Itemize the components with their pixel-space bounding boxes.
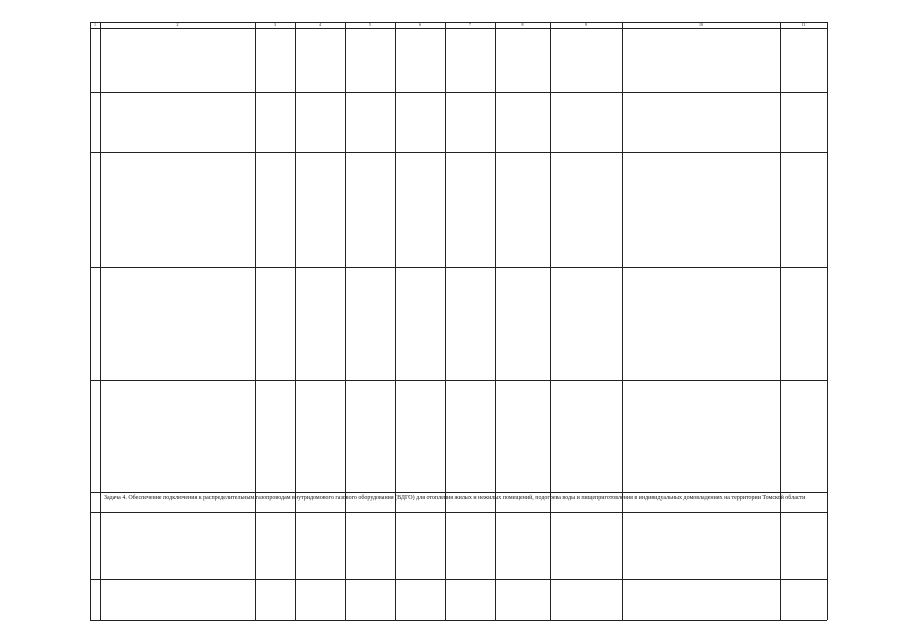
column-divider <box>295 22 296 620</box>
column-divider <box>495 22 496 620</box>
block-divider <box>90 512 827 513</box>
column-number: 6 <box>419 22 421 27</box>
column-divider <box>100 22 101 620</box>
column-number: 7 <box>469 22 471 27</box>
block-divider <box>90 92 827 93</box>
column-number: 8 <box>521 22 524 27</box>
column-divider <box>445 22 446 620</box>
column-divider <box>345 22 346 620</box>
column-divider <box>255 22 256 620</box>
block-divider <box>90 492 827 493</box>
column-number: 9 <box>585 22 587 27</box>
column-number: 4 <box>319 22 321 27</box>
table-border-right <box>827 22 828 620</box>
column-number: 2 <box>176 22 179 27</box>
block-divider <box>90 267 827 268</box>
header-row-divider <box>90 28 827 29</box>
task-4-heading: Задача 4. Обеспечение подключения к распределительным газопроводам внутридомового газового оборудования (ВДГО) для отопления жилых и нежилых помещений, подогрева воды и пищеприготовления в индивидуальных домовладениях на территории Томской области <box>104 495 806 501</box>
column-number: 10 <box>699 22 703 27</box>
column-number: 1 <box>94 22 96 27</box>
column-divider <box>780 22 781 620</box>
column-divider <box>622 22 623 620</box>
column-divider <box>395 22 396 620</box>
table-border-bottom <box>90 620 827 621</box>
block-divider <box>90 579 827 580</box>
column-number: 3 <box>274 22 276 27</box>
column-number: 11 <box>801 22 806 27</box>
column-number: 5 <box>369 22 371 27</box>
column-divider <box>550 22 551 620</box>
document-page <box>90 22 827 620</box>
block-divider <box>90 152 827 153</box>
table-border-left <box>90 22 91 620</box>
block-divider <box>90 380 827 381</box>
